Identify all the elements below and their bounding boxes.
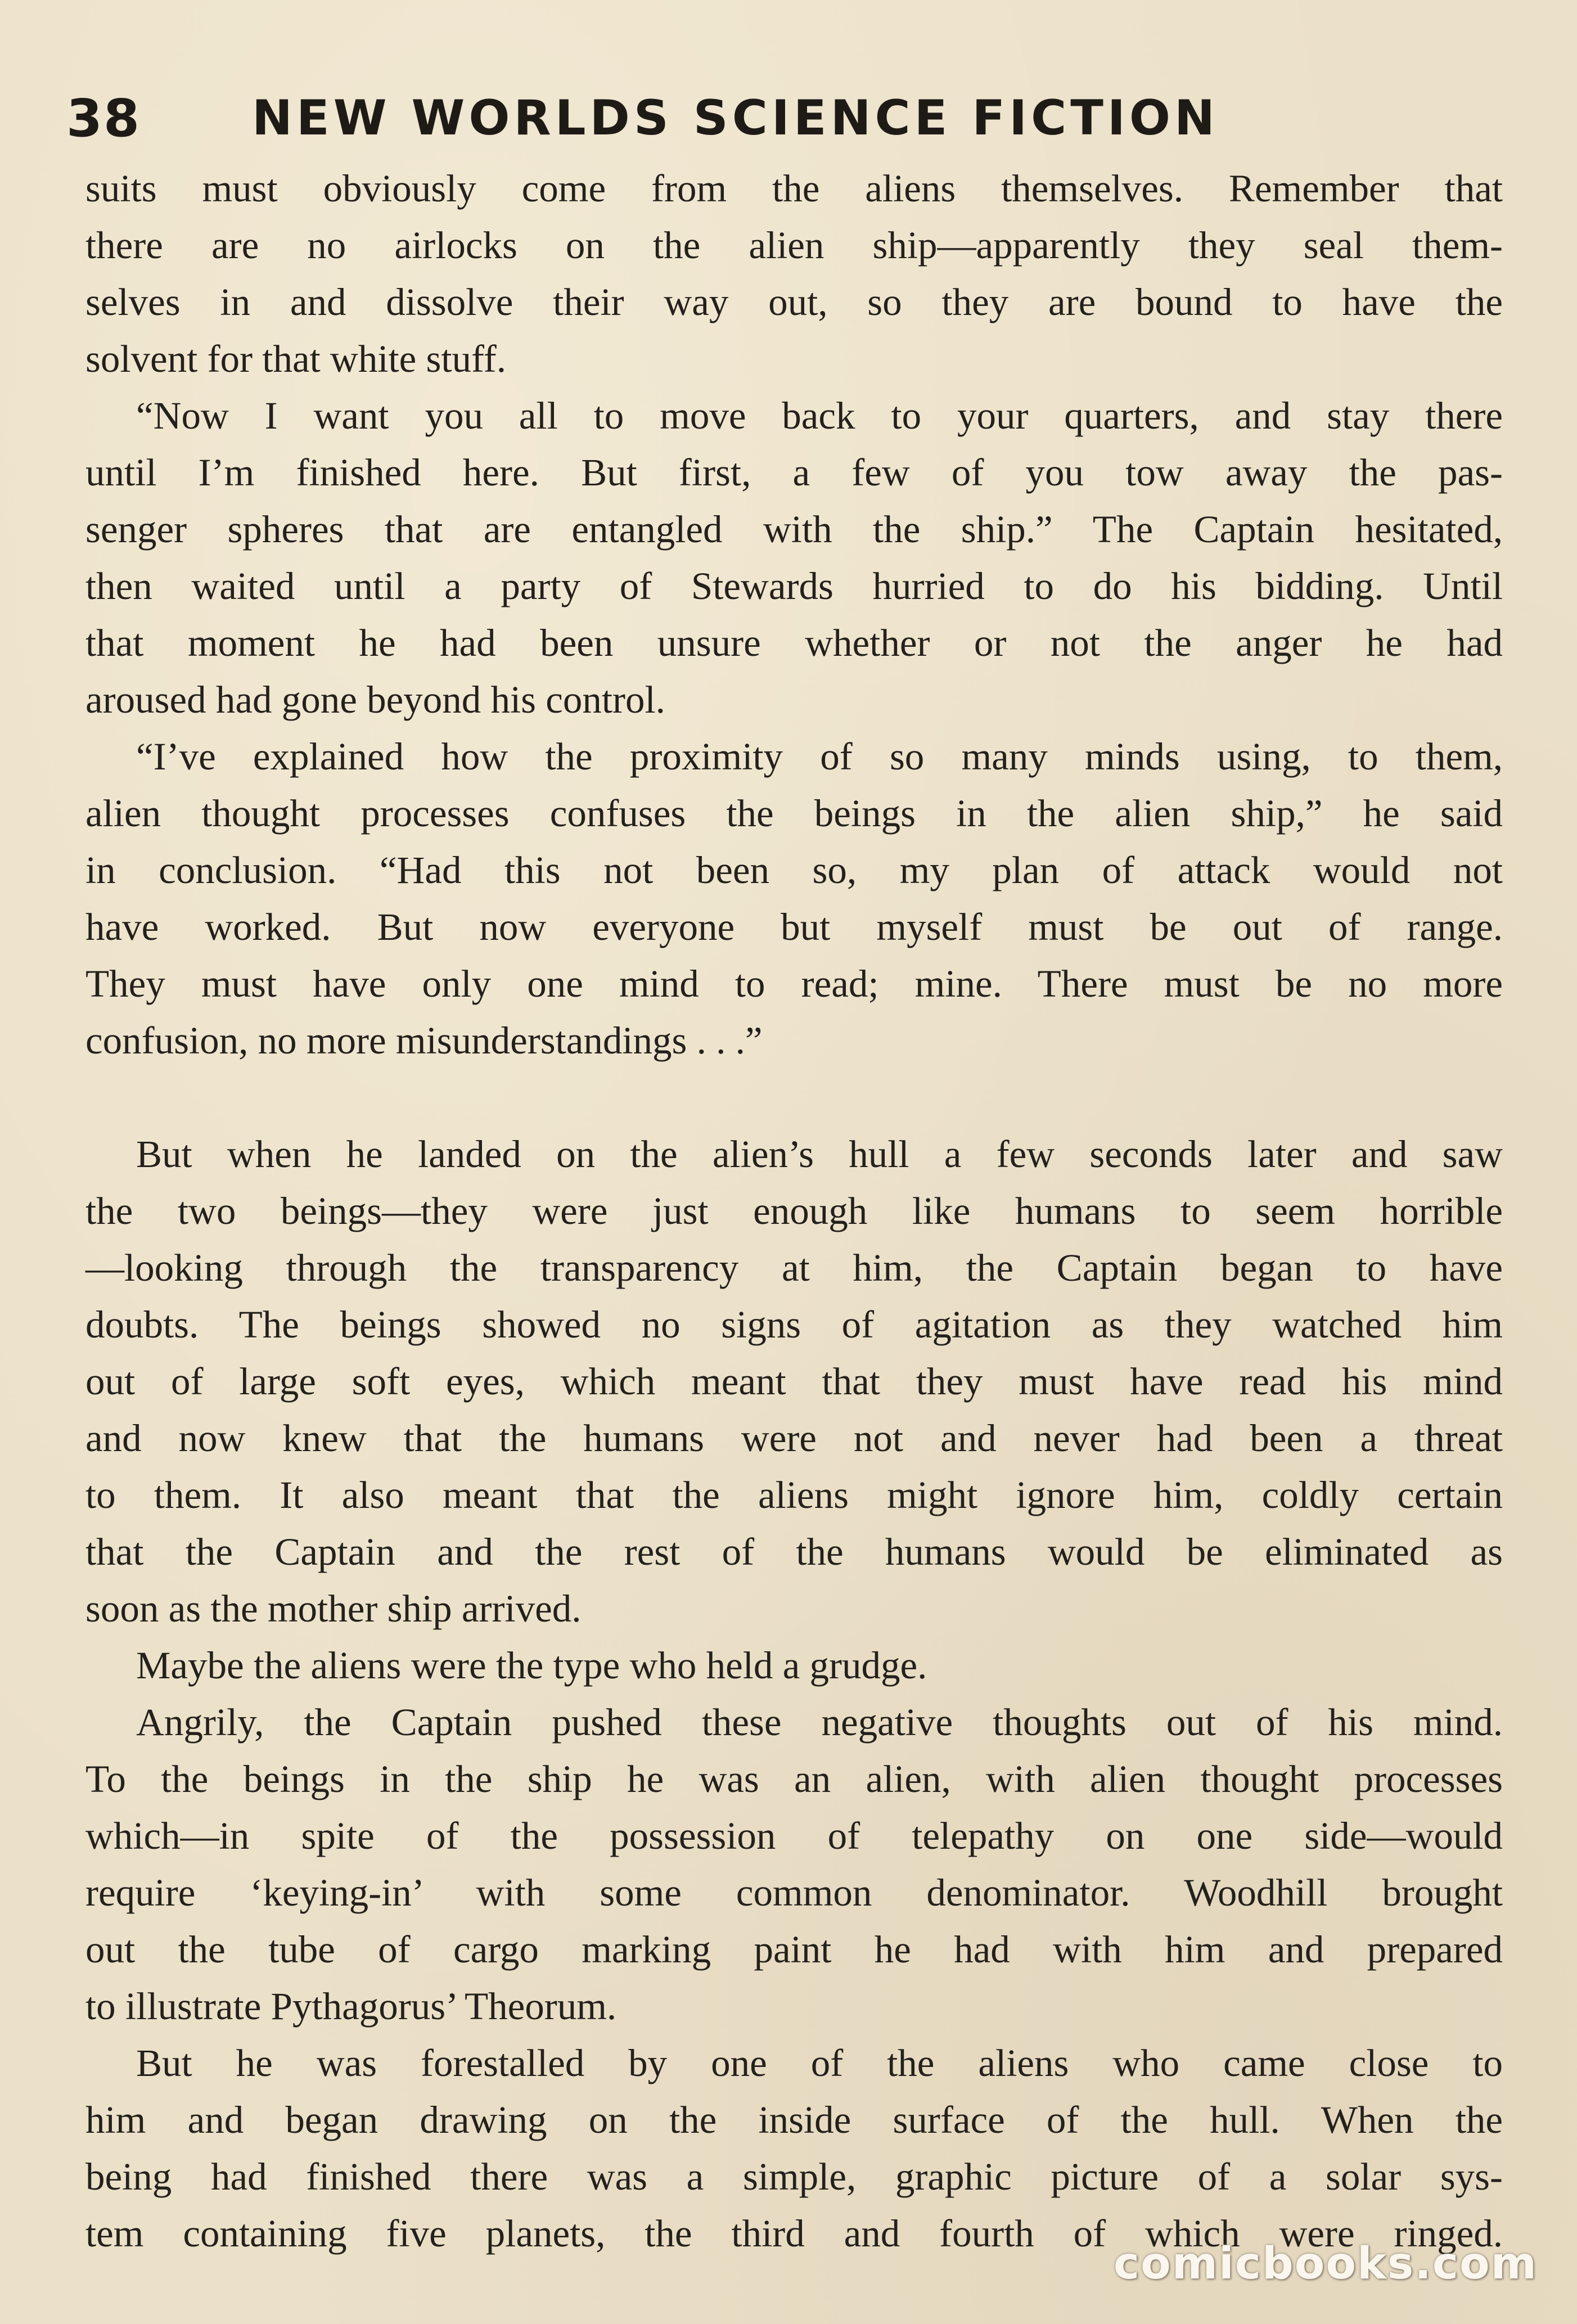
text-line: suits must obviously come from the aliens themselves. Remember that [85, 167, 1503, 210]
paragraph [85, 1637, 1503, 1694]
text-line: until I’m finished here. But first, a few of you tow away the pas- [85, 451, 1503, 494]
text-line: But he was forestalled by one of the aliens who came close to [136, 2042, 1503, 2084]
paragraph [85, 160, 1503, 388]
text-line: that the Captain and the rest of the humans would be eliminated as [85, 1530, 1503, 1573]
text-line: To the beings in the ship he was an alien, with alien thought processes [85, 1758, 1503, 1800]
text-line: to illustrate Pythagorus’ Theorum. [85, 1985, 617, 2028]
text-line: confusion, no more misunderstandings . . .” [85, 1019, 763, 1062]
paragraph [85, 728, 1503, 1069]
text-line: Maybe the aliens were the type who held a grudge. [136, 1644, 927, 1687]
paragraph [85, 388, 1503, 728]
body-text [85, 160, 1503, 2262]
running-title: NEW WORLDS SCIENCE FICTION [252, 90, 1219, 146]
text-line: him and began drawing on the inside surface of the hull. When the [85, 2098, 1503, 2141]
text-line: Angrily, the Captain pushed these negative thoughts out of his mind. [136, 1701, 1503, 1744]
text-line: in conclusion. “Had this not been so, my plan of attack would not [85, 849, 1503, 891]
paragraph [85, 1694, 1503, 2035]
text-line: They must have only one mind to read; mine. There must be no more [85, 962, 1503, 1005]
text-line: there are no airlocks on the alien ship—apparently they seal them- [85, 224, 1503, 267]
text-line: “I’ve explained how the proximity of so many minds using, to them, [136, 735, 1503, 778]
text-line: senger spheres that are entangled with the ship.” The Captain hesitated, [85, 508, 1503, 551]
text-line: —looking through the transparency at him, the Captain began to have [85, 1246, 1503, 1289]
text-line: selves in and dissolve their way out, so they are bound to have the [85, 281, 1503, 323]
text-line: have worked. But now everyone but myself must be out of range. [85, 906, 1503, 948]
text-line: and now knew that the humans were not and never had been a threat [85, 1417, 1503, 1460]
text-line: doubts. The beings showed no signs of agitation as they watched him [85, 1303, 1503, 1346]
page-header [66, 84, 1276, 152]
text-line: that moment he had been unsure whether or not the anger he had [85, 621, 1503, 664]
text-line: require ‘keying-in’ with some common denominator. Woodhill brought [85, 1871, 1503, 1914]
section-break [85, 1069, 1503, 1126]
text-line: aroused had gone beyond his control. [85, 678, 665, 721]
text-line: the two beings—they were just enough like humans to seem horrible [85, 1190, 1503, 1232]
paragraph [85, 1126, 1503, 1637]
text-line: out of large soft eyes, which meant that they must have read his mind [85, 1360, 1503, 1403]
text-line: which—in spite of the possession of telepathy on one side—would [85, 1814, 1503, 1857]
text-line: alien thought processes confuses the beings in the alien ship,” he said [85, 792, 1503, 835]
text-line: being had finished there was a simple, graphic picture of a solar sys- [85, 2155, 1503, 2198]
text-line: solvent for that white stuff. [85, 337, 507, 380]
text-line: to them. It also meant that the aliens might ignore him, coldly certain [85, 1474, 1503, 1516]
text-line: tem containing five planets, the third and fourth of which were ringed. [85, 2212, 1503, 2255]
text-line: But when he landed on the alien’s hull a few seconds later and saw [136, 1133, 1503, 1175]
watermark-logo: comicbooks.com [1113, 2239, 1538, 2289]
page-number: 38 [66, 88, 141, 148]
paragraph [85, 2035, 1503, 2262]
text-line: “Now I want you all to move back to your quarters, and stay there [136, 394, 1503, 437]
text-line: soon as the mother ship arrived. [85, 1587, 582, 1630]
text-line: then waited until a party of Stewards hurried to do his bidding. Until [85, 565, 1503, 607]
text-line: out the tube of cargo marking paint he had with him and prepared [85, 1928, 1503, 1971]
